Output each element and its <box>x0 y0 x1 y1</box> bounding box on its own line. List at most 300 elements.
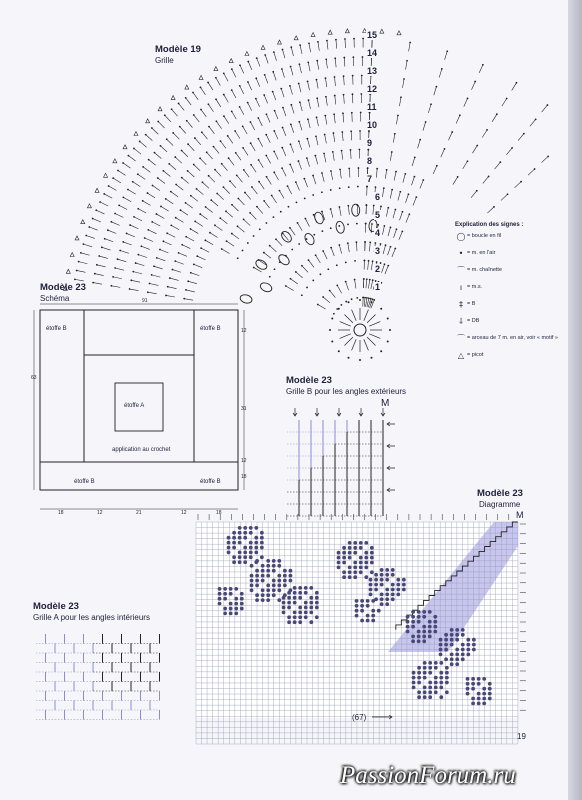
chain-dot <box>185 202 187 204</box>
stitch-mark <box>518 134 524 141</box>
stitch-mark <box>317 98 319 107</box>
dim-bottom: 12 <box>97 510 103 516</box>
chain-dot <box>391 151 393 153</box>
stitch-mark <box>368 280 369 289</box>
chain-dot <box>333 132 335 134</box>
filled-block <box>238 536 242 540</box>
chain-dot <box>223 72 225 74</box>
chain-dot <box>185 97 187 99</box>
chain-dot <box>372 298 374 300</box>
filled-block <box>444 657 448 661</box>
picot-mark <box>95 188 99 192</box>
filled-block <box>380 578 384 582</box>
filled-block <box>472 648 476 652</box>
filled-block <box>411 610 415 614</box>
stitch-mark <box>224 73 228 81</box>
stitch-mark <box>216 78 221 86</box>
filled-block <box>250 584 254 588</box>
filled-block <box>266 598 270 602</box>
chain-dot <box>474 81 476 83</box>
chain-dot <box>220 140 222 142</box>
stitch-mark <box>344 58 345 67</box>
chain-dot <box>159 249 161 251</box>
filet-diagram <box>196 514 526 744</box>
chain-dot <box>315 135 317 137</box>
filled-block <box>218 592 222 596</box>
filled-block <box>287 615 291 619</box>
chain-dot <box>256 206 258 208</box>
stitch-mark <box>216 121 221 128</box>
chain-dot <box>204 239 206 241</box>
filled-block <box>238 526 242 530</box>
chain-dot <box>234 130 236 132</box>
chain-dot <box>229 180 231 182</box>
chain-dot <box>231 204 233 206</box>
stitch-mark <box>382 226 384 235</box>
stitch-mark <box>325 78 326 87</box>
filled-block <box>261 579 265 583</box>
stitch-mark <box>171 192 178 197</box>
chain-dot <box>107 229 109 231</box>
chain-dot <box>301 265 303 267</box>
m19-subtitle: Grille <box>155 56 174 65</box>
filled-block <box>417 630 421 634</box>
filled-block <box>477 702 481 706</box>
chain-dot <box>187 143 189 145</box>
filled-block <box>369 588 373 592</box>
stitch-mark <box>89 227 97 230</box>
filled-block <box>428 620 432 624</box>
filled-block <box>428 661 432 665</box>
stitch-mark <box>313 176 316 185</box>
stitch-mark <box>266 156 270 164</box>
chain-dot <box>127 189 129 191</box>
stitch-mark <box>230 181 236 188</box>
row-number: 6 <box>375 192 381 202</box>
picot-mark <box>66 269 70 273</box>
filled-block <box>466 687 470 691</box>
stitch-mark <box>257 207 263 214</box>
filled-block <box>260 536 264 540</box>
stitch-mark <box>213 147 219 154</box>
chain-dot <box>331 340 333 342</box>
chain-dot <box>112 177 114 179</box>
legend-label: = m. chaînette <box>467 267 503 274</box>
chain-dot <box>215 77 217 79</box>
stitch-mark <box>191 196 198 202</box>
filled-block <box>337 556 341 560</box>
stitch-mark <box>325 135 327 144</box>
chain-dot <box>312 175 314 177</box>
filled-block <box>260 555 264 559</box>
stitch-mark <box>232 90 236 98</box>
stitch-mark <box>274 172 278 180</box>
chain-dot <box>385 244 387 246</box>
stitch-mark <box>323 251 327 259</box>
filled-block <box>428 666 432 670</box>
stitch-mark <box>342 132 343 141</box>
filled-block <box>266 574 270 578</box>
chain-dot <box>402 211 404 213</box>
stitch-mark <box>386 208 388 217</box>
filled-block <box>439 661 443 665</box>
diagram-subtitle: Diagramme <box>479 500 521 509</box>
stitch-mark <box>258 118 262 126</box>
filled-block <box>423 676 427 680</box>
chain-dot <box>304 218 306 220</box>
stitch-mark <box>307 139 309 148</box>
filled-block <box>488 692 492 696</box>
filled-block <box>455 653 459 657</box>
chain-dot <box>334 76 336 78</box>
filled-block <box>371 609 375 613</box>
chain-dot <box>272 71 274 73</box>
dim-right: 18 <box>241 474 247 480</box>
chain-dot <box>154 152 156 154</box>
stitch-mark <box>138 209 146 213</box>
chain-dot <box>368 297 370 299</box>
chain-dot <box>354 279 356 281</box>
stitch-mark <box>501 194 508 200</box>
stitch-mark <box>79 262 88 264</box>
chain-dot <box>338 308 340 310</box>
stitch-mark <box>299 83 301 92</box>
row-number: 13 <box>367 66 378 76</box>
chain-dot <box>348 168 350 170</box>
stitch-mark <box>83 244 92 247</box>
stitch-mark <box>331 171 333 180</box>
chain-dot <box>316 60 318 62</box>
chain-dot <box>139 141 141 143</box>
row-number: 7 <box>367 174 373 184</box>
filled-block <box>266 569 270 573</box>
chain-dot <box>336 284 338 286</box>
stitch-mark <box>316 255 321 263</box>
chain-dot <box>298 243 300 245</box>
chain-dot <box>133 216 135 218</box>
stitch-mark <box>368 261 369 270</box>
filled-block <box>255 569 259 573</box>
filled-block <box>277 584 281 588</box>
stitch-mark <box>186 237 194 241</box>
filled-block <box>234 587 238 591</box>
filled-block <box>243 560 247 564</box>
stitch-mark <box>396 115 397 124</box>
stitch-mark <box>339 245 341 254</box>
filled-block <box>445 676 449 680</box>
chain-dot <box>350 149 352 151</box>
picot-mark <box>214 67 218 71</box>
filled-block <box>385 602 389 606</box>
stitch-mark <box>187 121 193 128</box>
stitch-mark <box>182 245 190 249</box>
chain-dot <box>344 38 346 40</box>
stitch-mark <box>243 148 248 156</box>
chain-dot <box>333 113 335 115</box>
chain-dot <box>506 98 508 100</box>
chain-dot <box>338 350 340 352</box>
filled-block <box>227 546 231 550</box>
stitch-mark <box>209 176 215 182</box>
chain-dot <box>153 265 155 267</box>
chain-dot <box>239 64 241 66</box>
arch-icon: ⌒ <box>457 334 465 344</box>
stitch-mark <box>276 239 282 246</box>
filled-block <box>298 591 302 595</box>
stitch-mark <box>282 168 286 176</box>
chain-dot <box>547 104 549 106</box>
chain-dot <box>341 304 343 306</box>
filled-block <box>364 556 368 560</box>
filled-block <box>272 559 276 563</box>
filled-block <box>272 564 276 568</box>
filled-block <box>444 643 448 647</box>
stitch-mark <box>344 76 345 85</box>
filled-block <box>287 591 291 595</box>
grille-b-chart <box>287 408 395 516</box>
petal-cluster <box>335 221 345 234</box>
filled-block <box>249 555 253 559</box>
chain-dot <box>414 156 416 158</box>
chain-dot <box>253 267 255 269</box>
chain-dot <box>247 102 249 104</box>
stitch-mark <box>327 41 328 50</box>
filled-block <box>348 556 352 560</box>
chain-dot <box>422 179 424 181</box>
stitch-mark <box>200 214 207 219</box>
filled-block <box>309 596 313 600</box>
chain-dot <box>160 145 162 147</box>
motif-stitch <box>344 337 352 345</box>
chain-dot <box>264 54 266 56</box>
stitch-mark <box>171 225 179 229</box>
stitch-mark <box>232 69 236 77</box>
stitch-mark <box>143 167 150 172</box>
stitch-mark <box>191 229 199 234</box>
stitch-mark <box>316 80 318 89</box>
chain-dot <box>316 116 318 118</box>
filled-block <box>348 546 352 550</box>
stitch-mark <box>299 64 301 73</box>
filled-block <box>266 593 270 597</box>
picot-mark <box>171 96 175 100</box>
stitch-mark <box>145 238 153 242</box>
chain-dot <box>298 121 300 123</box>
dim-top: 91 <box>142 298 148 304</box>
filled-block <box>289 569 293 573</box>
filled-block <box>304 615 308 619</box>
filled-block <box>461 628 465 632</box>
filled-block <box>450 633 454 637</box>
chain-dot <box>266 113 268 115</box>
stitch-mark <box>265 75 268 83</box>
chain-dot <box>110 221 112 223</box>
chain-dot <box>207 82 209 84</box>
chain-dot <box>281 167 283 169</box>
chain-dot <box>451 131 453 133</box>
chain-dot <box>129 224 131 226</box>
filled-block <box>283 574 287 578</box>
chain-dot <box>406 60 408 62</box>
legend-label: = m. en l'air <box>467 250 496 257</box>
filled-block <box>371 599 375 603</box>
filled-block <box>417 695 421 699</box>
row-number: 3 <box>375 246 381 256</box>
chain-dot <box>85 235 87 237</box>
stitch-mark <box>348 206 349 215</box>
chain-dot <box>360 93 362 95</box>
stitch-mark <box>371 300 374 308</box>
chain-dot <box>243 219 245 221</box>
filled-block <box>243 555 247 559</box>
chain-dot <box>339 187 341 189</box>
filled-block <box>455 638 459 642</box>
filled-block <box>298 615 302 619</box>
filled-block <box>366 619 370 623</box>
filled-block <box>289 579 293 583</box>
stitch-mark <box>243 126 248 134</box>
filled-block <box>482 687 486 691</box>
chain-dot <box>307 80 309 82</box>
chain-dot <box>482 64 484 66</box>
chain-dot <box>312 194 314 196</box>
filled-block <box>444 648 448 652</box>
chain-dot <box>347 205 349 207</box>
chain-dot <box>169 277 171 279</box>
chain-dot <box>488 176 490 178</box>
picot-mark <box>123 145 127 149</box>
grille-b-marker: M <box>381 398 390 409</box>
motif-stitch <box>344 314 352 322</box>
chain-dot <box>96 264 98 266</box>
stitch-mark <box>390 190 392 199</box>
filled-block <box>309 586 313 590</box>
chain-icon: • <box>458 249 464 259</box>
chain-dot <box>237 225 239 227</box>
chain-dot <box>263 252 265 254</box>
filled-block <box>348 566 352 570</box>
stitch-mark <box>256 99 260 107</box>
filled-block <box>417 690 421 694</box>
chain-dot <box>369 279 371 281</box>
filled-block <box>411 635 415 639</box>
row-number: 10 <box>367 120 378 130</box>
stitch-mark <box>487 207 494 213</box>
chain-dot <box>194 137 196 139</box>
chain-dot <box>298 140 300 142</box>
filled-block <box>250 579 254 583</box>
stitch-mark <box>342 151 343 160</box>
motif-stitch <box>352 339 357 350</box>
picot-mark <box>104 173 108 177</box>
filled-block <box>402 588 406 592</box>
chain-dot <box>387 318 389 320</box>
chain-dot <box>179 126 181 128</box>
stitch-mark <box>148 292 157 294</box>
filled-block <box>277 564 281 568</box>
stitch-mark <box>267 177 272 185</box>
filled-block <box>433 620 437 624</box>
filled-block <box>439 638 443 642</box>
filled-block <box>450 657 454 661</box>
chain-dot <box>174 156 176 158</box>
chain-dot <box>520 181 522 183</box>
filled-block <box>250 588 254 592</box>
chain-dot <box>118 204 120 206</box>
picot-icon: △ <box>457 351 465 361</box>
filled-block <box>461 643 465 647</box>
filled-block <box>423 666 427 670</box>
chain-dot <box>374 242 376 244</box>
chain-dot <box>242 125 244 127</box>
filled-block <box>227 536 231 540</box>
label-etoffe-b-right: étoffe B <box>200 326 221 332</box>
filled-block <box>428 625 432 629</box>
filled-block <box>240 602 244 606</box>
stitch-mark <box>366 298 367 307</box>
chain-dot <box>223 94 225 96</box>
chain-dot <box>209 232 211 234</box>
stitch-mark <box>222 164 228 171</box>
stitch-mark <box>406 214 409 222</box>
chain-dot <box>162 240 164 242</box>
stitch-mark <box>290 228 295 235</box>
chain-dot <box>404 173 406 175</box>
filled-block <box>477 682 481 686</box>
filled-block <box>229 587 233 591</box>
stitch-mark <box>399 97 400 106</box>
chain-dot <box>280 211 282 213</box>
filled-block <box>293 620 297 624</box>
chain-dot <box>356 223 358 225</box>
stitch-mark <box>364 298 365 307</box>
stitch-mark <box>514 182 521 188</box>
filled-block <box>293 601 297 605</box>
filled-block <box>249 541 253 545</box>
stitch-mark <box>163 171 170 177</box>
filled-block <box>277 574 281 578</box>
stitch-mark <box>355 280 356 289</box>
chain-dot <box>132 181 134 183</box>
filled-block <box>277 579 281 583</box>
stitch-mark <box>220 218 227 224</box>
stitch-mark <box>542 105 548 112</box>
stitch-mark <box>238 199 244 206</box>
chain-dot <box>316 79 318 81</box>
filled-block <box>371 614 375 618</box>
chain-dot <box>108 185 110 187</box>
chain-dot <box>306 287 308 289</box>
filled-block <box>422 610 426 614</box>
chain-dot <box>330 170 332 172</box>
stitch-mark <box>131 280 140 282</box>
chain-dot <box>308 99 310 101</box>
filled-block <box>254 526 258 530</box>
filled-block <box>359 541 363 545</box>
filled-block <box>309 601 313 605</box>
stitch-mark <box>118 170 126 175</box>
chain-dot <box>334 95 336 97</box>
filled-block <box>272 569 276 573</box>
stitch-mark <box>133 272 142 274</box>
chain-dot <box>325 77 327 79</box>
filled-block <box>243 551 247 555</box>
stitch-mark <box>224 95 229 103</box>
chain-dot <box>214 169 216 171</box>
chain-dot <box>282 49 284 51</box>
filled-block <box>238 541 242 545</box>
chain-dot <box>303 178 305 180</box>
